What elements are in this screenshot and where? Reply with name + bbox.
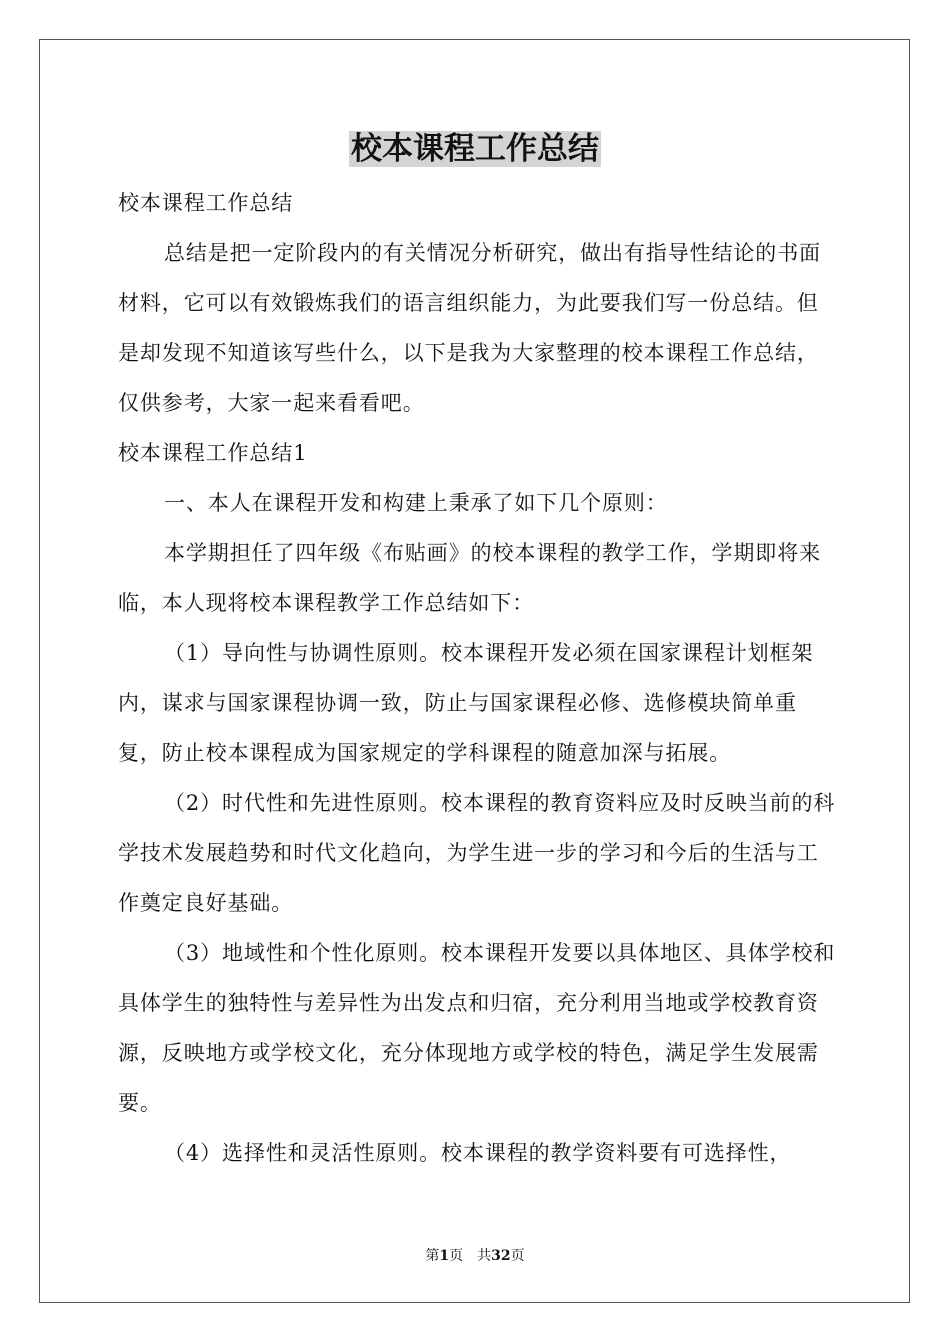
- footer-total-pages: 32: [491, 1248, 511, 1264]
- page-footer: [0, 1246, 950, 1266]
- footer-page-number: 1: [439, 1248, 450, 1264]
- principle-3: （3）地域性和个性化原则。校本课程开发要以具体地区、具体学校和具体学生的独特性与差异性为出发点和归宿，充分利用当地或学校教育资源，反映地方或学校文化，充分体现地方或学校的特色，满足学生发展需要。: [118, 941, 836, 1115]
- intro-paragraph: 总结是把一定阶段内的有关情况分析研究，做出有指导性结论的书面材料，它可以有效锻炼我们的语言组织能力，为此要我们写一份总结。但是却发现不知道该写些什么，以下是我为大家整理的校本课程工作总结，仅供参考，大家一起来看看吧。: [118, 241, 821, 415]
- principles-heading: 一、本人在课程开发和构建上秉承了如下几个原则：: [164, 491, 668, 515]
- document-body: [118, 178, 840, 1178]
- principle-1: （1）导向性与协调性原则。校本课程开发必须在国家课程计划框架内，谋求与国家课程协调一致，防止与国家课程必修、选修模块简单重复，防止校本课程成为国家规定的学科课程的随意加深与拓展。: [118, 641, 814, 765]
- principle-4: （4）选择性和灵活性原则。校本课程的教学资料要有可选择性，: [164, 1141, 792, 1165]
- title-text: 校本课程工作总结: [351, 131, 599, 167]
- subtitle-line: 校本课程工作总结: [118, 191, 294, 215]
- footer-suffix: 页: [510, 1248, 525, 1264]
- section-heading: 校本课程工作总结1: [118, 441, 308, 465]
- overview-paragraph: 本学期担任了四年级《布贴画》的校本课程的教学工作，学期即将来临，本人现将校本课程教学工作总结如下：: [118, 541, 821, 615]
- document-title: [0, 126, 950, 172]
- footer-prefix: 第: [425, 1248, 440, 1264]
- footer-middle: 页 共: [449, 1248, 492, 1264]
- principle-2: （2）时代性和先进性原则。校本课程的教育资料应及时反映当前的科学技术发展趋势和时代文化趋向，为学生进一步的学习和今后的生活与工作奠定良好基础。: [118, 791, 836, 915]
